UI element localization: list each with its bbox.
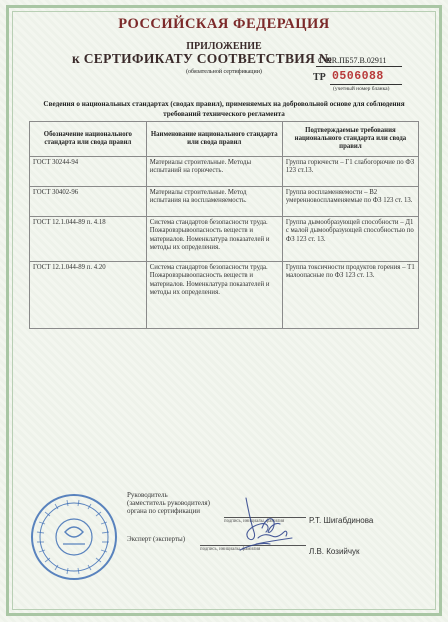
cell-requirements: Группа воспламеняемости – В2 умеренновоспламеняемые по ФЗ 123 ст. 13. [282, 187, 418, 217]
cell-designation: ГОСТ 30244-94 [30, 157, 147, 187]
seal-stamp-icon [29, 492, 119, 582]
cell-requirements: Группа токсичности продуктов горения – Т1 малоопасные по ФЗ 123 ст. 13. [282, 262, 418, 329]
standards-table [29, 121, 419, 329]
certificate-number: C-KR.ПБ57.B.02911 [318, 56, 387, 65]
cell-designation: ГОСТ 30402-96 [30, 187, 147, 217]
cell-name: Материалы строительные. Метод испытания на воспламеняемость. [146, 187, 282, 217]
cell-designation: ГОСТ 12.1.044-89 п. 4.18 [30, 217, 147, 262]
certificate-title: к СЕРТИФИКАТУ СООТВЕТСТВИЯ № [72, 51, 333, 66]
expert-label: Эксперт (эксперты) [127, 535, 186, 543]
head-signature-caption: подпись, инициалы, фамилия [224, 519, 285, 524]
country-title: РОССИЙСКАЯ ФЕДЕРАЦИЯ [118, 16, 330, 32]
table-header-row [30, 122, 419, 157]
obligatory-note: (обязательной сертификации) [186, 69, 262, 75]
cell-requirements: Группа горючести – Г1 слабогорючие по ФЗ 123 ст.13. [282, 157, 418, 187]
header-designation: Обозначение национального стандарта или свода правил [30, 122, 147, 157]
expert-name: Л.В. Козийчук [309, 547, 360, 556]
cell-requirements: Группа дымообразующей способности – Д1 с малой дымообразующей способностью по ФЗ 123 ст. 13. [282, 217, 418, 262]
intro-text: Сведения о национальных стандартах (сводах правил), применяемых на добровольной основе для соблюдения требований технического регламента [43, 100, 405, 118]
appendix-title: ПРИЛОЖЕНИЕ [186, 41, 262, 52]
head-name: Р.Т. Шигабдинова [309, 516, 374, 525]
serial-note: (учетный номер бланка) [333, 86, 390, 92]
expert-signature-caption: подпись, инициалы, фамилия [200, 547, 261, 552]
head-label-3: органа по сертификации [127, 507, 201, 515]
serial-number: 0506088 [332, 70, 384, 83]
table-row [30, 217, 419, 262]
table-row [30, 187, 419, 217]
certificate-number-underline [316, 66, 402, 67]
cell-name: Система стандартов безопасности труда. Пожаровзрывоопасность веществ и материалов. Номенклатура показателей и методы их определения. [146, 262, 282, 329]
head-label-2: (заместитель руководителя) [127, 499, 210, 507]
head-signature-block [127, 491, 210, 515]
tr-label: ТР [313, 72, 326, 83]
table-row [30, 157, 419, 187]
head-label-1: Руководитель [127, 491, 168, 499]
cell-name: Материалы строительные. Методы испытаний на горючесть. [146, 157, 282, 187]
handwritten-signature-icon [218, 488, 308, 558]
table-row [30, 262, 419, 329]
header-name: Наименование национального стандарта или свода правил [146, 122, 282, 157]
cell-designation: ГОСТ 12.1.044-89 п. 4.20 [30, 262, 147, 329]
header-requirements: Подтверждаемые требования национального стандарта или свода правил [282, 122, 418, 157]
serial-underline [330, 84, 402, 85]
cell-name: Система стандартов безопасности труда. Пожаровзрывоопасность веществ и материалов. Номенклатура показателей и методы их определения. [146, 217, 282, 262]
